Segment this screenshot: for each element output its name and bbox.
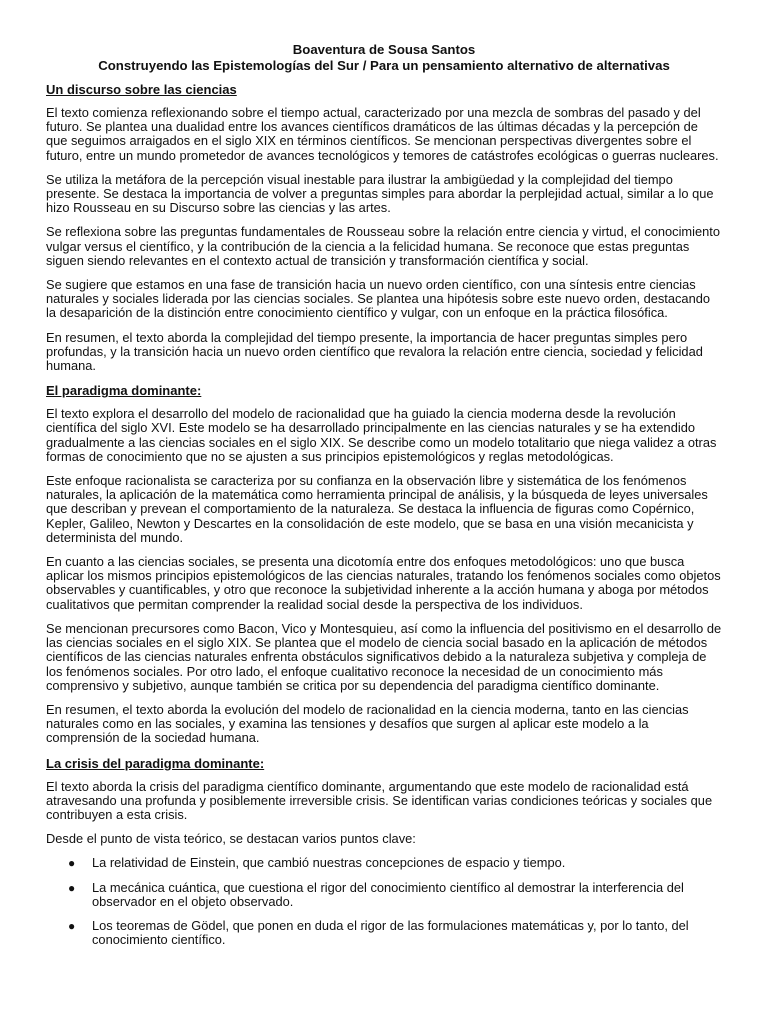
paragraph: El texto explora el desarrollo del modelo de racionalidad que ha guiado la ciencia moderna desde la revolución científica del siglo XVI. Este modelo se ha desarrollado principalmente en las ciencias naturales y se ha extendido gradualmente a las ciencias sociales en el siglo XIX. Se describe como un modelo totalitario que niega validez a otras formas de conocimiento que no se ajusten a sus principios epistemológicos y reglas metodológicas. — [46, 406, 717, 464]
list-item — [68, 919, 722, 947]
bullet-icon: ● — [68, 918, 76, 933]
author-name: Boaventura de Sousa Santos — [292, 42, 476, 57]
paragraph: Se utiliza la metáfora de la percepción visual inestable para ilustrar la ambigüedad y la complejidad del tiempo presente. Se destaca la importancia de volver a preguntas simples para abordar la perplejidad actual, similar a lo que hizo Rousseau en su Discurso sobre las ciencias y las artes. — [46, 171, 714, 216]
paragraph: Se reflexiona sobre las preguntas fundamentales de Rousseau sobre la relación entre ciencia y virtud, el conocimiento vulgar versus el científico, y la contribución de la ciencia a la felicidad humana. Se reconoce que estas preguntas siguen siendo relevantes en el contexto actual de transición y transformación científica y social. — [46, 224, 720, 268]
list-item-text: La mecánica cuántica, que cuestiona el rigor del conocimiento científico al demostrar la interferencia del observador en el objeto observado. — [92, 879, 684, 909]
document-title: Construyendo las Epistemologías del Sur / Para un pensamiento alternativo de alternativas — [98, 58, 670, 73]
section-heading: El paradigma dominante: — [46, 383, 202, 399]
paragraph: En resumen, el texto aborda la complejidad del tiempo presente, la importancia de hacer preguntas simples pero profundas, y la transición hacia un nuevo orden científico que revalora la relación entre ciencia, sociedad y felicidad humana. — [46, 329, 703, 374]
section-discurso — [46, 82, 722, 373]
document-header — [46, 42, 722, 74]
paragraph: Este enfoque racionalista se caracteriza por su confianza en la observación libre y sistemática de los fenómenos naturales, la aplicación de la matemática como herramienta principal de análisis, y la búsqueda de leyes universales que describan y prevean el comportamiento de la naturaleza. Se destaca la influencia de figuras como Copérnico, Kepler, Galileo, Newton y Descartes en la consolidación de este modelo, que se basa en una visión mecanicista y determinista del mundo. — [46, 473, 708, 545]
list-item-text: Los teoremas de Gödel, que ponen en duda el rigor de las formulaciones matemáticas y, por lo tanto, del conocimiento científico. — [92, 917, 689, 948]
section-paradigma-dominante — [46, 383, 722, 745]
bullet-icon: ● — [68, 856, 76, 871]
section-heading: La crisis del paradigma dominante: — [46, 755, 265, 771]
paragraph: En cuanto a las ciencias sociales, se presenta una dicotomía entre dos enfoques metodológicos: uno que busca aplicar los mismos principios epistemológicos de las ciencias naturales, tratando los fenómenos sociales como objetos observables y cuantificables, y otro que reconoce la subjetividad inherente a la acción humana y aboga por métodos cualitativos que permitan comprender la realidad social desde la perspectiva de los individuos. — [46, 554, 721, 612]
section-crisis-paradigma — [46, 756, 722, 948]
paragraph: Se sugiere que estamos en una fase de transición hacia un nuevo orden científico, con una síntesis entre ciencias naturales y sociales liderada por las ciencias sociales. Se plantea una hipótesis sobre este nuevo orden, destacando la desaparición de la distinción entre conocimiento científico y vulgar, con un enfoque en la práctica filosófica. — [46, 277, 711, 321]
paragraph: En resumen, el texto aborda la evolución del modelo de racionalidad en la ciencia moderna, tanto en las ciencias naturales como en las sociales, y examina las tensiones y desafíos que surgen al aplicar este modelo a la comprensión de la sociedad humana. — [46, 701, 689, 746]
bullet-icon: ● — [68, 880, 76, 895]
list-item — [68, 881, 722, 909]
bullet-list — [46, 856, 722, 947]
list-item-text: La relatividad de Einstein, que cambió nuestras concepciones de espacio y tiempo. — [92, 855, 566, 871]
paragraph: El texto comienza reflexionando sobre el tiempo actual, caracterizado por una mezcla de sombras del pasado y del futuro. Se plantea una dualidad entre los avances científicos dramáticos de las últimas décadas y la percepción de que seguimos arraigados en el siglo XIX en términos científicos. Se mencionan perspectivas divergentes sobre el futuro, entre un mundo prometedor de avances tecnológicos y temores de catástrofes ecológicas o guerras nucleares. — [46, 105, 719, 163]
list-item — [68, 856, 722, 870]
paragraph: Se mencionan precursores como Bacon, Vico y Montesquieu, así como la influencia del positivismo en el desarrollo de las ciencias sociales en el siglo XIX. Se plantea que el modelo de ciencia social basado en la aplicación de métodos científicos de las ciencias naturales enfrenta obstáculos significativos debido a la naturaleza subjetiva y compleja de los fenómenos sociales. Por otro lado, el enfoque cualitativo reconoce la necesidad de un conocimiento más comprensivo y subjetivo, aunque también se critica por su dependencia del paradigma científico dominante. — [46, 620, 722, 693]
paragraph: Desde el punto de vista teórico, se destacan varios puntos clave: — [46, 831, 416, 847]
section-heading: Un discurso sobre las ciencias — [46, 82, 237, 97]
paragraph: El texto aborda la crisis del paradigma científico dominante, argumentando que este modelo de racionalidad está atravesando una profunda y posiblemente irreversible crisis. Se identifican varias condiciones teóricas y sociales que contribuyen a esta crisis. — [46, 778, 713, 822]
